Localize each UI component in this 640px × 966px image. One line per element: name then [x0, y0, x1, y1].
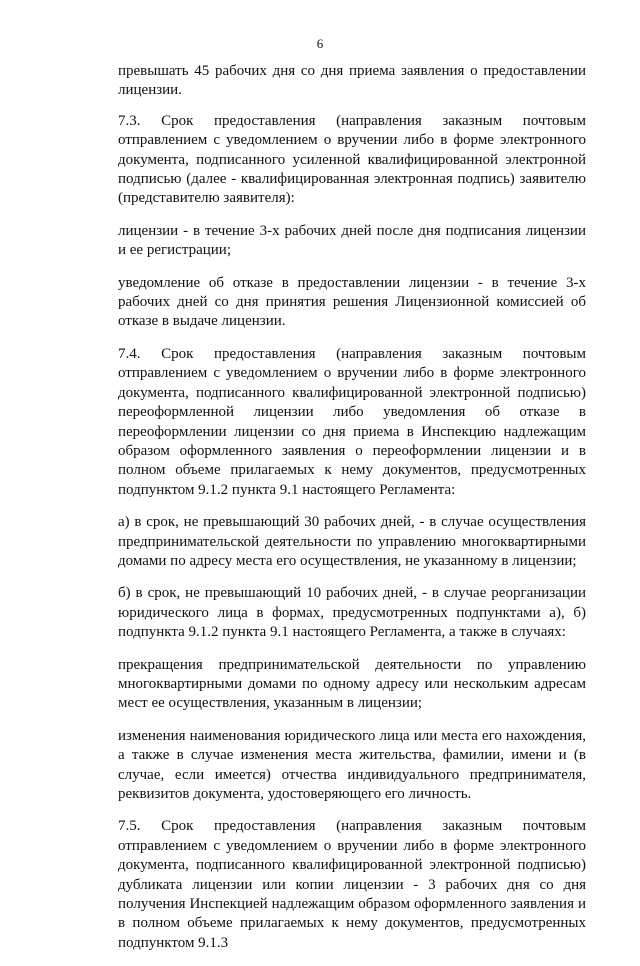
paragraph-item-b: б) в срок, не превышающий 10 рабочих дней, - в случае реорганизации юридического лица в формах, предусмотренных подпунктами а), б) подпункта 9.1.2 пункта 9.1 настоящего Регламента, а также в случаях:	[118, 585, 586, 641]
paragraph-name-change: изменения наименования юридического лица или места его нахождения, а также в случае изменения места жительства, фамилии, имени и (в случае, если имеется) отчества индивидуального предпринимателя, реквизитов документа, удостоверяющего его личность.	[118, 727, 586, 802]
paragraph-refusal-notice: уведомление об отказе в предоставлении лицензии - в течение 3-х рабочих дней со дня принятия решения Лицензионной комиссией об отказе в выдаче лицензии.	[118, 274, 586, 330]
page-number: 6	[316, 36, 324, 51]
paragraph-7-3: 7.3. Срок предоставления (направления заказным почтовым отправлением с уведомлением о вручении либо в форме электронного документа, подписанного усиленной квалифицированной электронной подписью (далее - квалифицированная электронная подпись) заявителю (представителю заявителя):	[118, 112, 586, 207]
paragraph-license-term: лицензии - в течение 3-х рабочих дней после дня подписания лицензии и ее регистрации;	[118, 222, 586, 259]
paragraph-termination: прекращения предпринимательской деятельности по управлению многоквартирными домами по одному адресу или нескольким адресам мест ее осуществления, указанным в лицензии;	[118, 656, 586, 712]
paragraph-continuation: превышать 45 рабочих дня со дня приема заявления о предоставлении лицензии.	[118, 63, 586, 99]
paragraph-7-4: 7.4. Срок предоставления (направления заказным почтовым отправлением с уведомлением о вручении либо в форме электронного документа, подписанного квалифицированной электронной подписью) переоформленной лицензии либо уведомления об отказе в переоформлении лицензии со дня приема в Инспекцию надлежащим образом оформленного заявления о переоформлении лицензии и в полном объеме прилагаемых к нему документов, предусмотренных подпунктом 9.1.2 пункта 9.1 настоящего Регламента:	[118, 345, 586, 498]
paragraph-item-a: а) в срок, не превышающий 30 рабочих дней, - в случае осуществления предпринимательской деятельности по управлению многоквартирными домами по адресу места его осуществления, не указанному в лицензии;	[118, 514, 586, 569]
paragraph-7-5: 7.5. Срок предоставления (направления заказным почтовым отправлением с уведомлением о вручении либо в форме электронного документа, подписанного квалифицированной электронной подписью) дубликата лицензии или копии лицензии - 3 рабочих дня со дня получения Инспекцией надлежащим образом оформленного заявления и в полном объеме прилагаемых к нему документов, предусмотренных подпунктом 9.1.3	[118, 818, 586, 951]
document-body	[118, 62, 586, 966]
